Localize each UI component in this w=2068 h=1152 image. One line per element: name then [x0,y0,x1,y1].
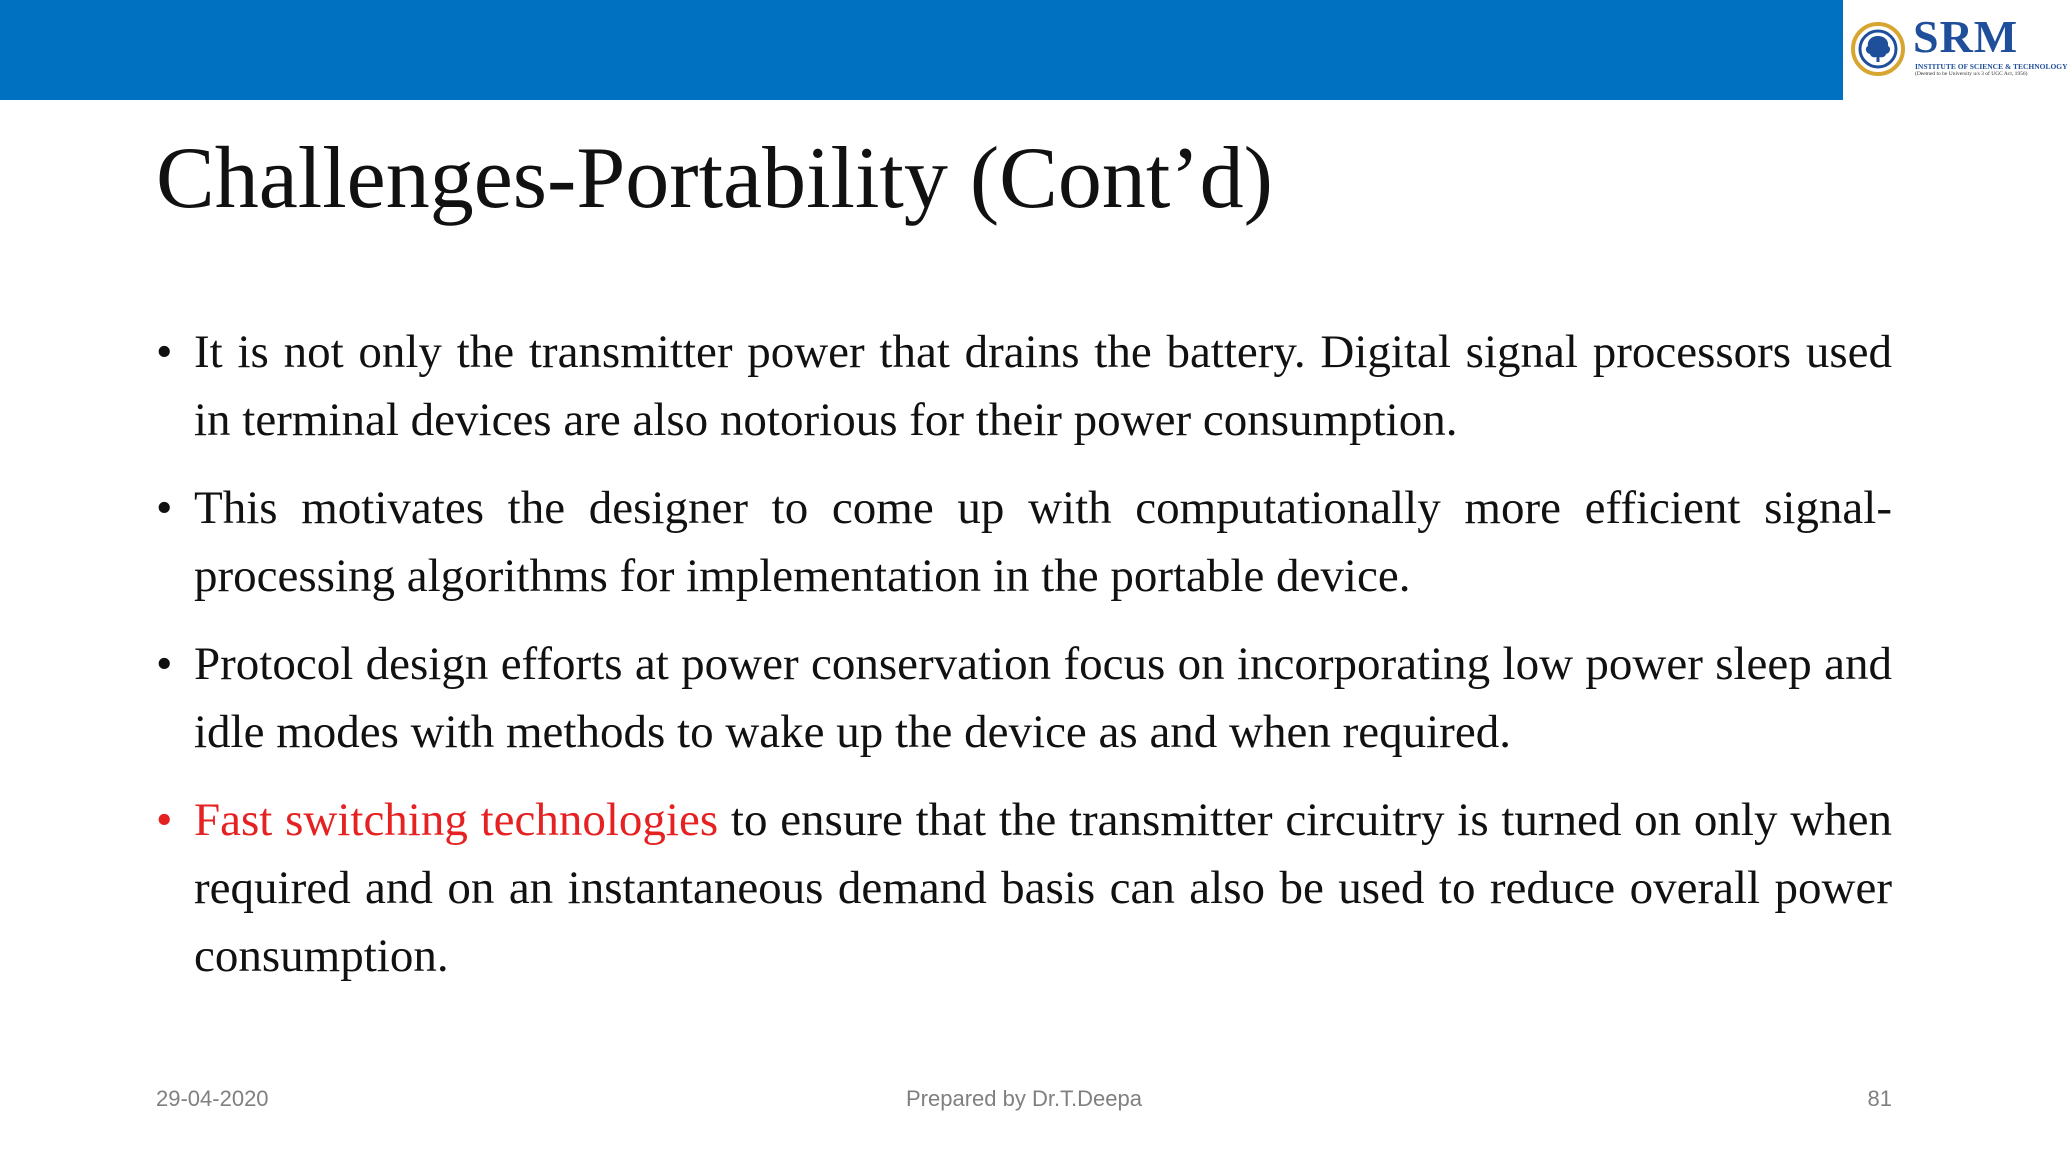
bullet-text: to ensure that the transmitter circuitry is turned on only when required and on an instantaneous demand basis can also be used to reduce overall power consumption. [194,794,1893,982]
bullet-marker: • [156,638,173,690]
bullet-highlight: Fast switching technologies [194,794,719,846]
bullet-item [156,474,1892,610]
footer-page-number: 81 [1867,1086,1892,1111]
bullet-list [156,318,1892,1010]
bullet-text: It is not only the transmitter power that drains the battery. Digital signal processors used in terminal devices are also notorious for their power consumption. [194,326,1892,446]
logo-subtitle: INSTITUTE OF SCIENCE & TECHNOLOGY [1915,62,2068,71]
bullet-text: This motivates the designer to come up with computationally more efficient signal-processing algorithms for implementation in the portable device. [194,482,1892,602]
bullet-item [156,318,1892,454]
srm-logo [1843,0,2068,100]
slide-title: Challenges-Portability (Cont’d) [156,130,1273,227]
footer-author: Prepared by Dr.T.Deepa [905,1086,1143,1111]
logo-name: SRM [1913,11,2019,62]
footer-date: 29-04-2020 [156,1086,269,1111]
bullet-marker: • [156,794,173,846]
srm-emblem-icon [1851,22,1905,76]
bullet-marker: • [156,482,173,534]
header-bar [0,0,1843,100]
bullet-item [156,630,1892,766]
bullet-marker: • [156,326,173,378]
logo-tagline: (Deemed to be University u/s 3 of UGC Act, 1956) [1915,71,2028,77]
bullet-item [156,786,1892,990]
bullet-text: Protocol design efforts at power conservation focus on incorporating low power sleep and idle modes with methods to wake up the device as and when required. [194,638,1892,758]
